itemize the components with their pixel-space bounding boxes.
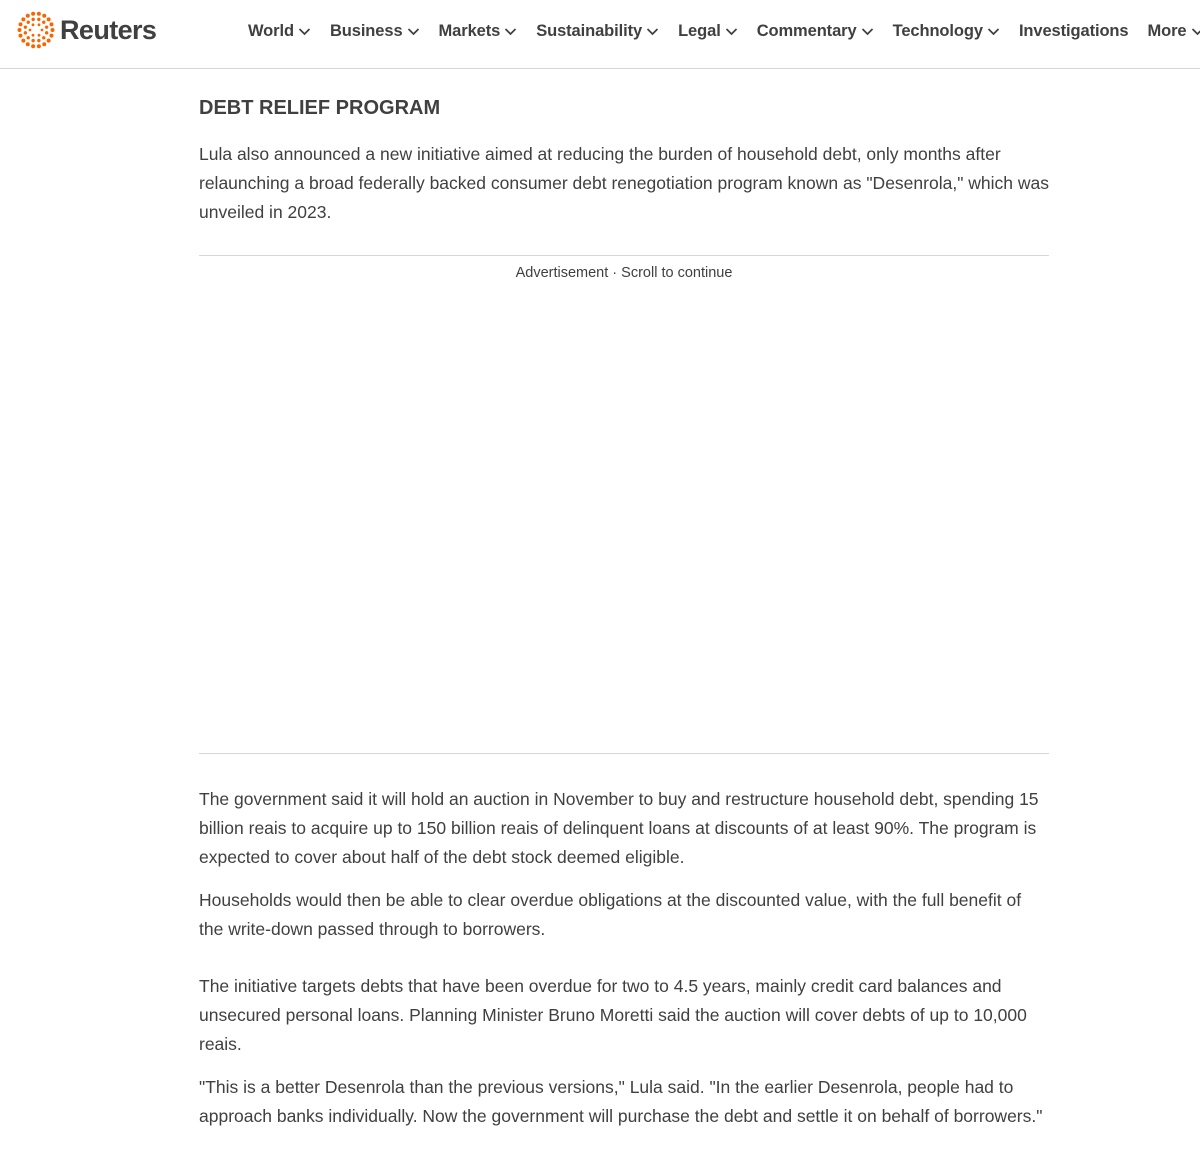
article-paragraph: "This is a better Desenrola than the previous versions," Lula said. "In the earlier Desenrola, people had to approach banks individually. Now the government will purchase the debt and settle it on behalf of borrowers." bbox=[199, 1077, 1043, 1126]
section-heading: DEBT RELIEF PROGRAM bbox=[199, 97, 441, 119]
chevron-down-icon bbox=[298, 25, 311, 38]
nav-item-label: Business bbox=[329, 21, 403, 40]
nav-item-label: More bbox=[1147, 21, 1187, 40]
nav-item-label: Investigations bbox=[1018, 21, 1129, 40]
chevron-down-icon bbox=[407, 25, 420, 38]
article-paragraph: Households would then be able to clear overdue obligations at the discounted value, with the full benefit of the write-down passed through to borrowers. bbox=[199, 890, 1022, 939]
article-paragraph: Lula also announced a new initiative aimed at reducing the burden of household debt, only months after relaunching a broad federally backed consumer debt renegotiation program known as "Desenrola," which was unveiled in 2023. bbox=[199, 144, 1049, 222]
nav-item-more[interactable] bbox=[1147, 22, 1200, 41]
chevron-down-icon bbox=[504, 25, 517, 38]
reuters-logo[interactable] bbox=[17, 10, 156, 50]
chevron-down-icon bbox=[725, 25, 738, 38]
chevron-down-icon bbox=[1191, 25, 1200, 38]
article-paragraph: The government said it will hold an auction in November to buy and restructure household debt, spending 15 billion reais to acquire up to 150 billion reais of delinquent loans at discounts of at least 90%. The program is expected to cover about half of the debt stock deemed eligible. bbox=[199, 789, 1039, 867]
nav-item-technology[interactable] bbox=[893, 22, 1000, 41]
reuters-dot-ring-icon bbox=[17, 11, 55, 49]
advertisement-slot[interactable] bbox=[199, 292, 1049, 742]
nav-item-sustainability[interactable] bbox=[536, 22, 659, 41]
nav-item-markets[interactable] bbox=[439, 22, 518, 41]
nav-item-label: Markets bbox=[438, 21, 501, 40]
nav-item-legal[interactable] bbox=[678, 22, 738, 41]
chevron-down-icon bbox=[987, 25, 1000, 38]
nav-item-label: Technology bbox=[892, 21, 983, 40]
ad-top-divider bbox=[199, 255, 1049, 256]
nav-item-label: Legal bbox=[678, 21, 721, 40]
advertisement-label: Advertisement · Scroll to continue bbox=[515, 265, 733, 281]
nav-item-label: Commentary bbox=[756, 21, 857, 40]
chevron-down-icon bbox=[646, 25, 659, 38]
main-nav bbox=[248, 18, 1200, 44]
nav-item-label: Sustainability bbox=[536, 21, 643, 40]
nav-item-world[interactable] bbox=[248, 22, 311, 41]
chevron-down-icon bbox=[861, 25, 874, 38]
nav-item-commentary[interactable] bbox=[757, 22, 874, 41]
nav-item-investigations[interactable] bbox=[1019, 22, 1129, 41]
article-paragraph: The initiative targets debts that have been overdue for two to 4.5 years, mainly credit card balances and unsecured personal loans. Planning Minister Bruno Moretti said the auction will cover debts of up to 10,000 reais. bbox=[199, 976, 1027, 1054]
ad-bottom-divider bbox=[199, 753, 1049, 754]
site-header bbox=[0, 0, 1200, 69]
brand-name: Reuters bbox=[60, 14, 157, 45]
nav-item-business[interactable] bbox=[330, 22, 420, 41]
nav-item-label: World bbox=[248, 21, 294, 40]
